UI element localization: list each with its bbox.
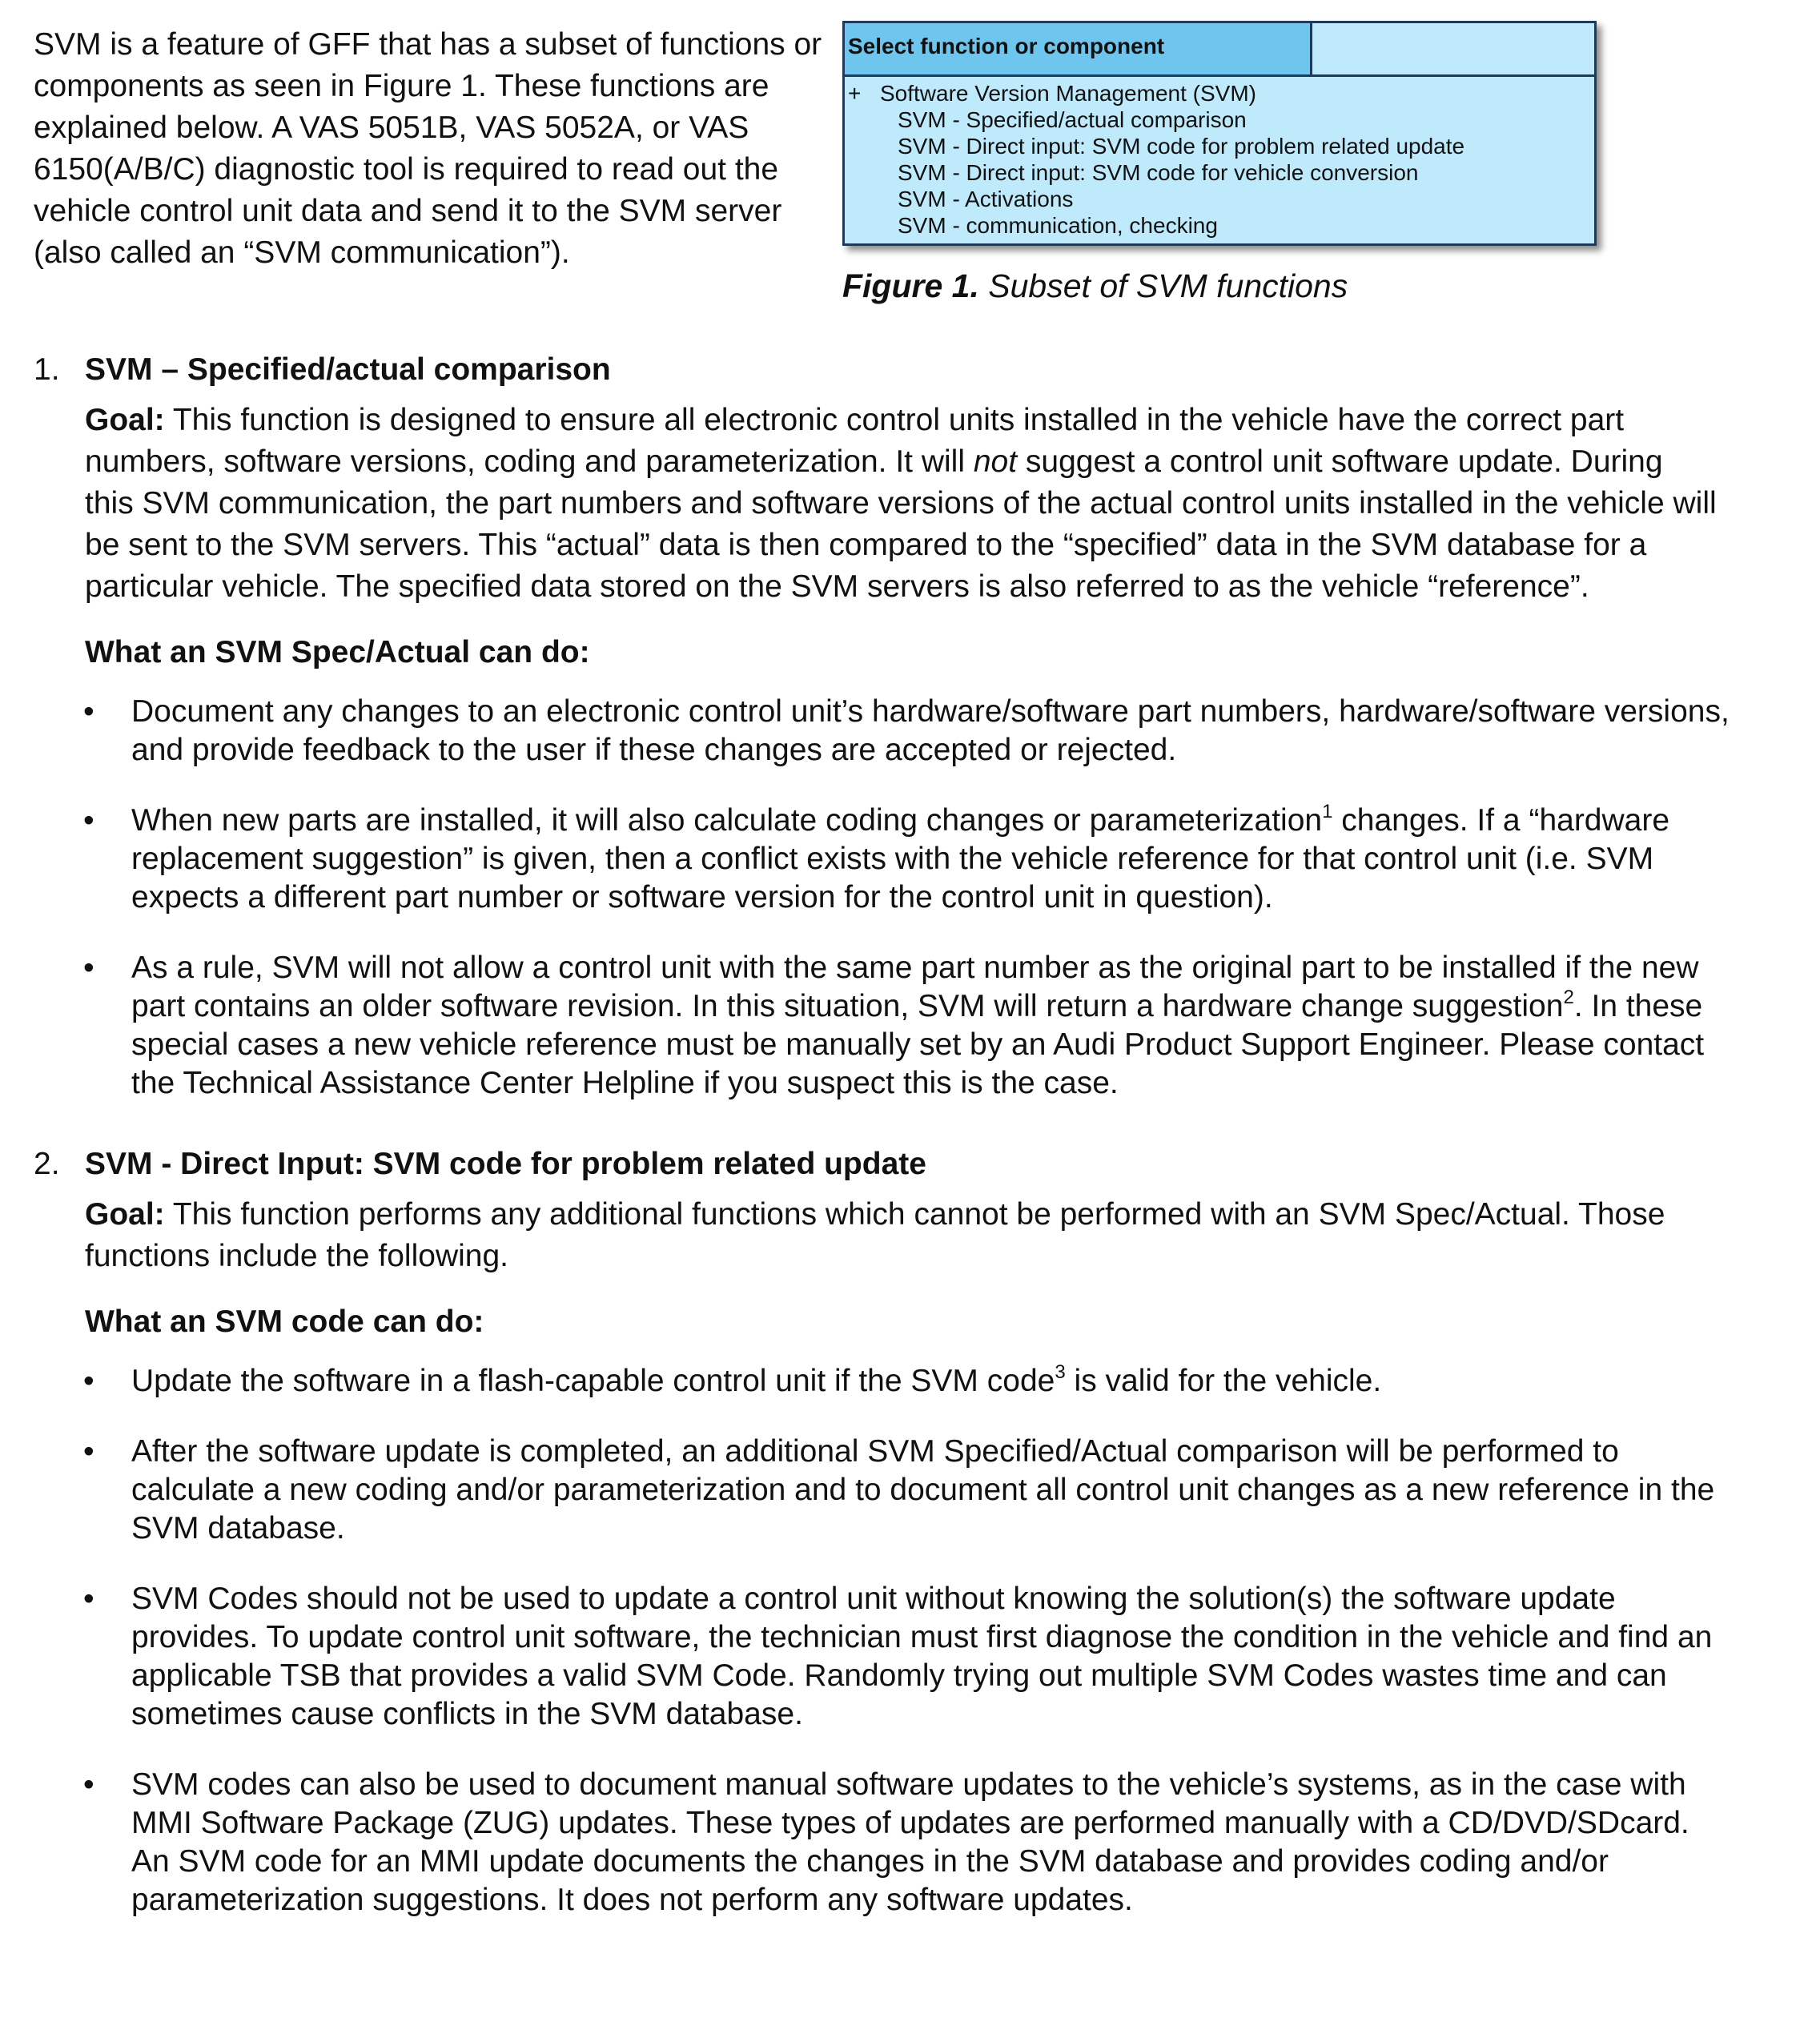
list-item: • SVM Codes should not be used to update a control unit without knowing the solution(s) the software update provides. To update control unit software, the technician must first diagnose the condition in the vehicle and find an applicable TSB that provides a valid SVM Code. Randomly trying out multiple SVM Codes wastes time and can sometimes cause conflicts in the SVM database. <box>131 1580 1733 1734</box>
footnote-marker: 1 <box>1322 801 1333 822</box>
expand-icon[interactable]: + <box>848 81 862 106</box>
tree-item-svm-parent[interactable] <box>848 80 1594 107</box>
goal-label: Goal: <box>85 1197 165 1232</box>
list-item <box>131 802 1733 917</box>
list-item-text: As a rule, SVM will not allow a control unit with the same part number as the original part to be installed if the new part contains an older software revision. In this situation, SVM will return a hardware change suggestion <box>131 951 1699 1023</box>
function-selection-panel <box>842 21 1597 246</box>
list-item-text: Update the software in a flash-capable control unit if the SVM code <box>131 1364 1055 1398</box>
panel-header-label: Select function or component <box>845 23 1312 74</box>
section-1-goal <box>85 400 1718 608</box>
section-2-subheading: What an SVM code can do: <box>85 1304 484 1339</box>
section-2-goal <box>85 1194 1718 1277</box>
section-1-subheading: What an SVM Spec/Actual can do: <box>85 635 590 669</box>
section-1-title: SVM – Specified/actual comparison <box>85 352 611 387</box>
section-2-title: SVM - Direct Input: SVM code for problem related update <box>85 1147 926 1181</box>
goal-label: Goal: <box>85 403 165 437</box>
list-item-text: When new parts are installed, it will also calculate coding changes or parameterization <box>131 803 1323 838</box>
panel-header <box>845 23 1594 77</box>
tree-item-label: Software Version Management (SVM) <box>880 81 1256 106</box>
section-2-heading <box>34 1135 1795 1194</box>
tree-item-specified-actual[interactable]: SVM - Specified/actual comparison <box>898 107 1247 132</box>
function-tree <box>845 77 1594 243</box>
panel-header-blank <box>1312 23 1594 74</box>
list-item: • SVM codes can also be used to document manual software updates to the vehicle’s systems, as in the case with MMI Software Package (ZUG) updates. These types of updates are performed manually with a CD/DVD/SDcard. An SVM code for an MMI update documents the changes in the SVM database and provides coding and/or parameterization suggestions. It does not perform any software updates. <box>131 1766 1733 1919</box>
list-item: • After the software update is completed, an additional SVM Specified/Actual comparison will be performed to calculate a new coding and/or parameterization and to document all control unit changes as a new reference in the SVM database. <box>131 1433 1733 1548</box>
goal-text: This function performs any additional functions which cannot be performed with an SVM Spec/Actual. Those functions include the following. <box>85 1197 1665 1273</box>
main-content <box>34 340 1795 1952</box>
tree-item-activations[interactable]: SVM - Activations <box>898 187 1074 211</box>
section-2-bullet-list <box>34 1362 1795 1919</box>
list-item-text: . In these special cases a new vehicle reference must be manually set by an Audi Product Support Engineer. Please contact the Technical Assistance Center Helpline if you suspect this is the case. <box>131 989 1705 1100</box>
list-item <box>131 1362 1733 1401</box>
tree-item-problem-update[interactable]: SVM - Direct input: SVM code for problem related update <box>898 134 1465 159</box>
intro-paragraph: SVM is a feature of GFF that has a subset of functions or components as seen in Figure 1. These functions are explained below. A VAS 5051B, VAS 5052A, or VAS 6150(A/B/C) diagnostic tool is required to read out the vehicle control unit data and send it to the SVM server (also called an “SVM communication”). <box>34 27 822 270</box>
footnote-marker: 3 <box>1055 1361 1066 1383</box>
goal-text: suggest a control unit software update. During this SVM communication, the part numbers and software versions of the actual control units installed in the vehicle will be sent to the SVM servers. This “actual” data is then compared to the “specified” data in the SVM database for a particular vehicle. The specified data stored on the SVM servers is also referred to as the vehicle “reference”. <box>85 444 1717 604</box>
section-2-number: 2. <box>34 1147 60 1181</box>
section-1-bullet-list <box>34 693 1795 1103</box>
tree-item-communication-check[interactable]: SVM - communication, checking <box>898 213 1218 238</box>
figure-caption <box>842 265 1595 307</box>
goal-emphasis: not <box>973 444 1018 479</box>
tree-item-vehicle-conversion[interactable]: SVM - Direct input: SVM code for vehicle conversion <box>898 160 1419 185</box>
figure-caption-label: Figure 1. <box>842 267 979 304</box>
list-item-text: changes. If a “hardware replacement suggestion” is given, then a conflict exists with the vehicle reference for that control unit (i.e. SVM expects a different part number or software version for the control unit in question). <box>131 803 1670 914</box>
section-1-number: 1. <box>34 352 60 387</box>
goal-text: This function is designed to ensure all electronic control units installed in the vehicle have the correct part numbers, software versions, coding and parameterization. It will <box>85 403 1625 479</box>
section-1-heading <box>34 340 1795 400</box>
figure-caption-text: Subset of SVM functions <box>988 267 1348 304</box>
list-item <box>131 949 1733 1103</box>
footnote-marker: 2 <box>1563 987 1574 1008</box>
list-item: • Document any changes to an electronic control unit’s hardware/software part numbers, hardware/software versions, and provide feedback to the user if these changes are accepted or rejected. <box>131 693 1733 770</box>
list-item-text: is valid for the vehicle. <box>1065 1364 1382 1398</box>
figure-1 <box>842 21 1595 307</box>
